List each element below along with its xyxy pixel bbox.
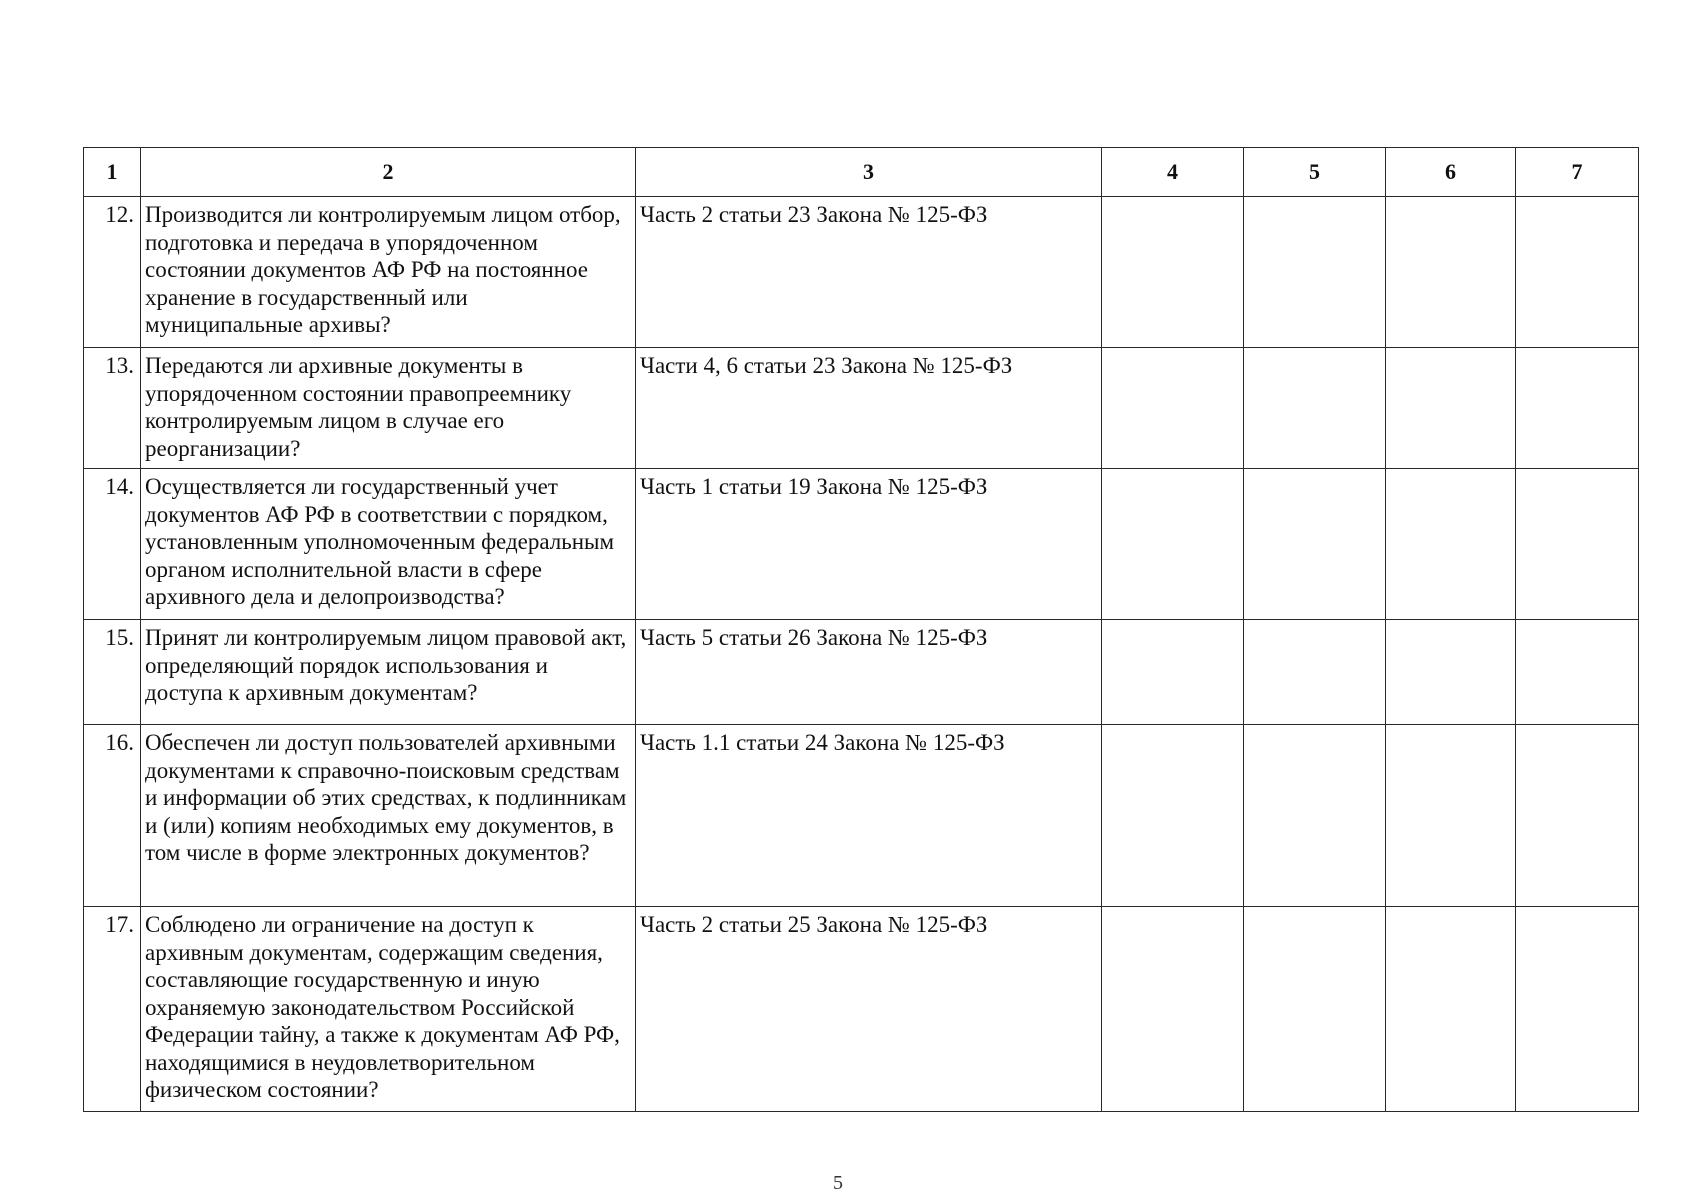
row-number: 13. (84, 348, 141, 469)
legal-reference: Части 4, 6 статьи 23 Закона № 125-ФЗ (636, 348, 1102, 469)
answer-cell-4 (1102, 348, 1244, 469)
legal-reference: Часть 1 статьи 19 Закона № 125-ФЗ (636, 469, 1102, 620)
legal-reference: Часть 5 статьи 26 Закона № 125-ФЗ (636, 620, 1102, 725)
table-row (84, 348, 1639, 469)
answer-cell-6 (1386, 907, 1516, 1112)
answer-cell-4 (1102, 907, 1244, 1112)
question-text: Производится ли контролируемым лицом отбор, подготовка и передача в упорядоченном состоянии документов АФ РФ на постоянное хранение в государственный или муниципальные архивы? (141, 197, 636, 348)
answer-cell-5 (1244, 620, 1386, 725)
answer-cell-7 (1516, 620, 1639, 725)
answer-cell-4 (1102, 725, 1244, 907)
answer-cell-7 (1516, 907, 1639, 1112)
answer-cell-7 (1516, 197, 1639, 348)
question-text: Осуществляется ли государственный учет документов АФ РФ в соответствии с порядком, установленным уполномоченным федеральным органом исполнительной власти в сфере архивного дела и делопроизводства? (141, 469, 636, 620)
answer-cell-4 (1102, 620, 1244, 725)
row-number: 16. (84, 725, 141, 907)
column-header-4: 4 (1102, 148, 1244, 197)
answer-cell-4 (1102, 469, 1244, 620)
answer-cell-6 (1386, 348, 1516, 469)
answer-cell-6 (1386, 469, 1516, 620)
answer-cell-4 (1102, 197, 1244, 348)
table-row (84, 197, 1639, 348)
answer-cell-5 (1244, 725, 1386, 907)
question-text: Соблюдено ли ограничение на доступ к архивным документам, содержащим сведения, составляющие государственную и иную охраняемую законодательством Российской Федерации тайну, а также к документам АФ РФ, находящимися в неудовлетворительном физическом состоянии? (141, 907, 636, 1112)
answer-cell-5 (1244, 348, 1386, 469)
table-row (84, 469, 1639, 620)
header-row (84, 148, 1639, 197)
table-row (84, 907, 1639, 1112)
answer-cell-7 (1516, 348, 1639, 469)
answer-cell-6 (1386, 620, 1516, 725)
column-header-2: 2 (141, 148, 636, 197)
column-header-7: 7 (1516, 148, 1639, 197)
question-text: Передаются ли архивные документы в упорядоченном состоянии правопреемнику контролируемым лицом в случае его реорганизации? (141, 348, 636, 469)
answer-cell-5 (1244, 197, 1386, 348)
row-number: 15. (84, 620, 141, 725)
column-header-5: 5 (1244, 148, 1386, 197)
answer-cell-5 (1244, 469, 1386, 620)
page-number: 5 (833, 1172, 843, 1194)
answer-cell-7 (1516, 469, 1639, 620)
answer-cell-6 (1386, 725, 1516, 907)
question-text: Обеспечен ли доступ пользователей архивными документами к справочно-поисковым средствам и информации об этих средствах, к подлинникам и (или) копиям необходимых ему документов, в том числе в форме электронных документов? (141, 725, 636, 907)
row-number: 14. (84, 469, 141, 620)
legal-reference: Часть 2 статьи 25 Закона № 125-ФЗ (636, 907, 1102, 1112)
column-header-6: 6 (1386, 148, 1516, 197)
answer-cell-6 (1386, 197, 1516, 348)
column-header-3: 3 (636, 148, 1102, 197)
row-number: 12. (84, 197, 141, 348)
legal-reference: Часть 1.1 статьи 24 Закона № 125-ФЗ (636, 725, 1102, 907)
checklist-table (83, 147, 1639, 1112)
answer-cell-7 (1516, 725, 1639, 907)
column-header-1: 1 (84, 148, 141, 197)
answer-cell-5 (1244, 907, 1386, 1112)
legal-reference: Часть 2 статьи 23 Закона № 125-ФЗ (636, 197, 1102, 348)
table-row (84, 725, 1639, 907)
row-number: 17. (84, 907, 141, 1112)
question-text: Принят ли контролируемым лицом правовой акт, определяющий порядок использования и доступа к архивным документам? (141, 620, 636, 725)
table-row (84, 620, 1639, 725)
